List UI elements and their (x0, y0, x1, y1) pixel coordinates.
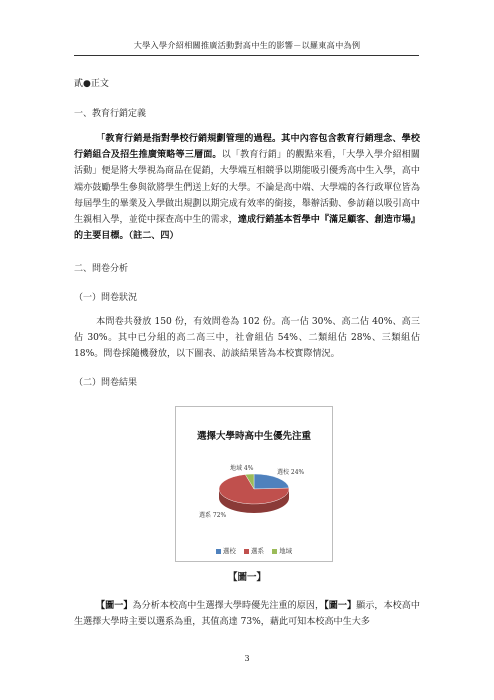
section-1-heading: 一、教育行銷定義 (74, 109, 147, 119)
legend-swatch-school (216, 549, 221, 554)
definition-bold-text: 「教育行銷是指對學校行銷規劃管理的過程。其中內容包含教育行銷理念、學校行銷組合及招生推廣策略等三層面。 (74, 133, 420, 161)
header-divider (74, 55, 419, 56)
slice-label-department: 選系 72% (199, 512, 227, 519)
legend-label-region: 地域 (279, 547, 293, 555)
definition-body-text: 以「教育行銷」的觀點來看，「大學入學介紹相關活動」便是將大學視為商品在促銷，大學端互相競爭以期能吸引優秀高中生入學，高中端亦鼓勵學生參與欲將學生們送上好的大學。不論是高中端、大學端的各行政單位皆為每屆學生的畢業及入學做出規劃以期完成有效率的銜接，舉辦活動、參訪藉以吸引高中生親相入學，並從中探查高中生的需求， (74, 150, 420, 226)
survey-status-text: 本問卷共發放 150 份，有效問卷為 102 份。高一佔 30%、高二佔 40%、高三佔 30%。其中已分組的高二高三中，社會組佔 54%、二類組佔 28%、三類組佔 18%。問卷採隨機發放，以下圖表、訪談結果皆為本校實際情況。 (74, 317, 420, 360)
closing-paragraph (74, 598, 420, 630)
legend-swatch-department (244, 549, 249, 554)
figure-reference: 【圖一】 (96, 600, 133, 611)
pie-slice-school (254, 474, 289, 489)
legend-item-department (244, 546, 264, 555)
closing-text-2: 顯示，本校高中生選擇大學時主要以選系為重，其值高達 73%，藉此可知本校高中生大多 (74, 601, 420, 628)
legend-item-school (216, 546, 236, 555)
definition-citation: （註二、四） (128, 230, 179, 242)
legend-item-region (272, 546, 292, 555)
figure-reference-2: 【圖一】 (324, 600, 357, 611)
definition-bold-conclusion: 達成行銷基本哲學中『滿足顧客、創造市場』的主要目標。 (74, 214, 420, 242)
running-header: 大學入學介紹相關推廣活動對高中生的影響－以羅東高中為例 (133, 40, 361, 50)
legend-swatch-region (272, 549, 277, 554)
main-section-heading: 貳●正文 (74, 79, 109, 89)
closing-text-1: 為分析本校高中生選擇大學時優先注重的原因， (132, 601, 325, 611)
pie-chart-figure (175, 406, 333, 562)
legend-label-school: 選校 (222, 547, 236, 555)
section-2-heading: 二、問卷分析 (74, 264, 129, 274)
page-number: 3 (244, 654, 250, 663)
chart-legend (176, 546, 332, 555)
legend-label-department: 選系 (251, 547, 264, 555)
subsection-1-heading: （一）問卷狀況 (74, 293, 138, 303)
slice-label-region: 地域 4% (230, 465, 254, 472)
slice-label-school: 選校 24% (277, 469, 305, 476)
subsection-2-heading: （二）問卷結果 (74, 378, 138, 388)
pie-chart-plot (176, 407, 332, 561)
figure-caption: 【圖一】 (227, 572, 266, 583)
survey-status-paragraph (74, 314, 420, 363)
section-1-paragraph (74, 131, 420, 244)
chart-title: 選擇大學時高中生優先注重 (196, 431, 311, 442)
